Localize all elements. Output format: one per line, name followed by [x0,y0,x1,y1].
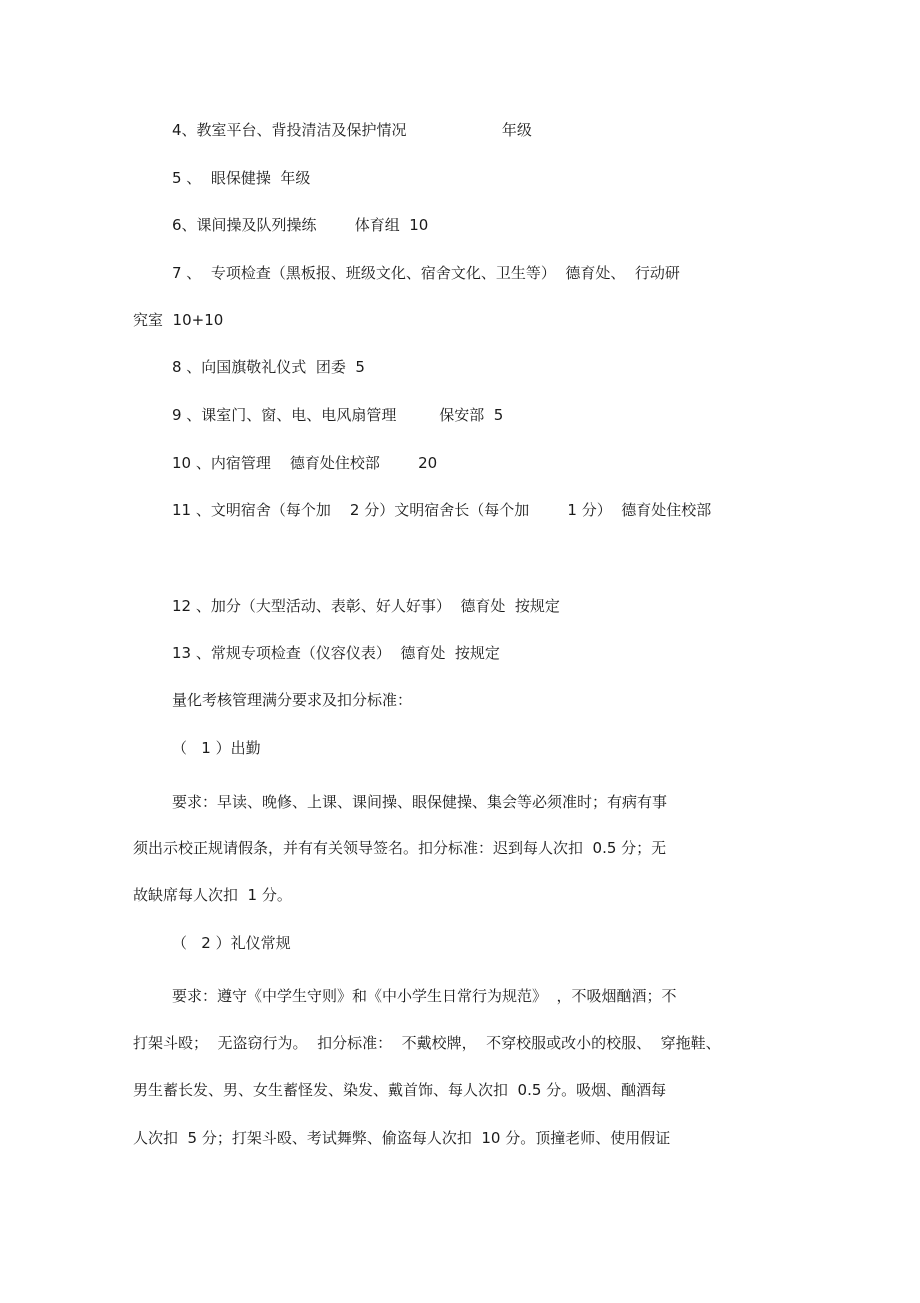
etiquette-paragraph-line-1: 要求：遵守《中学生守则》和《中小学生日常行为规范》 ，不吸烟酗酒；不 [172,987,677,1005]
item-10: 10 、内宿管理 德育处住校部 20 [172,454,438,472]
item-11: 11 、文明宿舍（每个加 2 分）文明宿舍长（每个加 1 分） 德育处住校部 [172,501,712,519]
item-4: 4、教室平台、背投清洁及保护情况 年级 [172,121,532,139]
item-6: 6、课间操及队列操练 体育组 10 [172,216,429,234]
item-5: 5 、 眼保健操 年级 [172,169,311,187]
etiquette-paragraph-line-4: 人次扣 5 分；打架斗殴、考试舞弊、偷盗每人次扣 10 分。顶撞老师、使用假证 [133,1129,671,1147]
attendance-paragraph-line-1: 要求：早读、晚修、上课、课间操、眼保健操、集会等必须准时；有病有事 [172,793,668,811]
item-12: 12 、加分（大型活动、表彰、好人好事） 德育处 按规定 [172,597,560,615]
attendance-paragraph-line-3: 故缺席每人次扣 1 分。 [133,886,292,904]
section-heading: 量化考核管理满分要求及扣分标准： [172,691,413,709]
attendance-paragraph-line-2: 须出示校正规请假条，并有有关领导签名。扣分标准：迟到每人次扣 0.5 分；无 [133,839,667,857]
item-13: 13 、常规专项检查（仪容仪表） 德育处 按规定 [172,644,500,662]
item-8: 8 、向国旗敬礼仪式 团委 5 [172,358,365,376]
item-7: 7 、 专项检查（黑板报、班级文化、宿舍文化、卫生等） 德育处、 行动研 [172,264,680,282]
item-7-continued: 究室 10+10 [133,311,224,329]
etiquette-paragraph-line-2: 打架斗殴； 无盗窃行为。 扣分标准： 不戴校牌， 不穿校服或改小的校服、 穿拖鞋、 [133,1034,721,1052]
subsection-attendance: （ 1 ）出勤 [172,739,261,757]
item-9: 9 、课室门、窗、电、电风扇管理 保安部 5 [172,406,504,424]
subsection-etiquette: （ 2 ）礼仪常规 [172,934,291,952]
etiquette-paragraph-line-3: 男生蓄长发、男、女生蓄怪发、染发、戴首饰、每人次扣 0.5 分。吸烟、酗酒每 [133,1081,667,1099]
